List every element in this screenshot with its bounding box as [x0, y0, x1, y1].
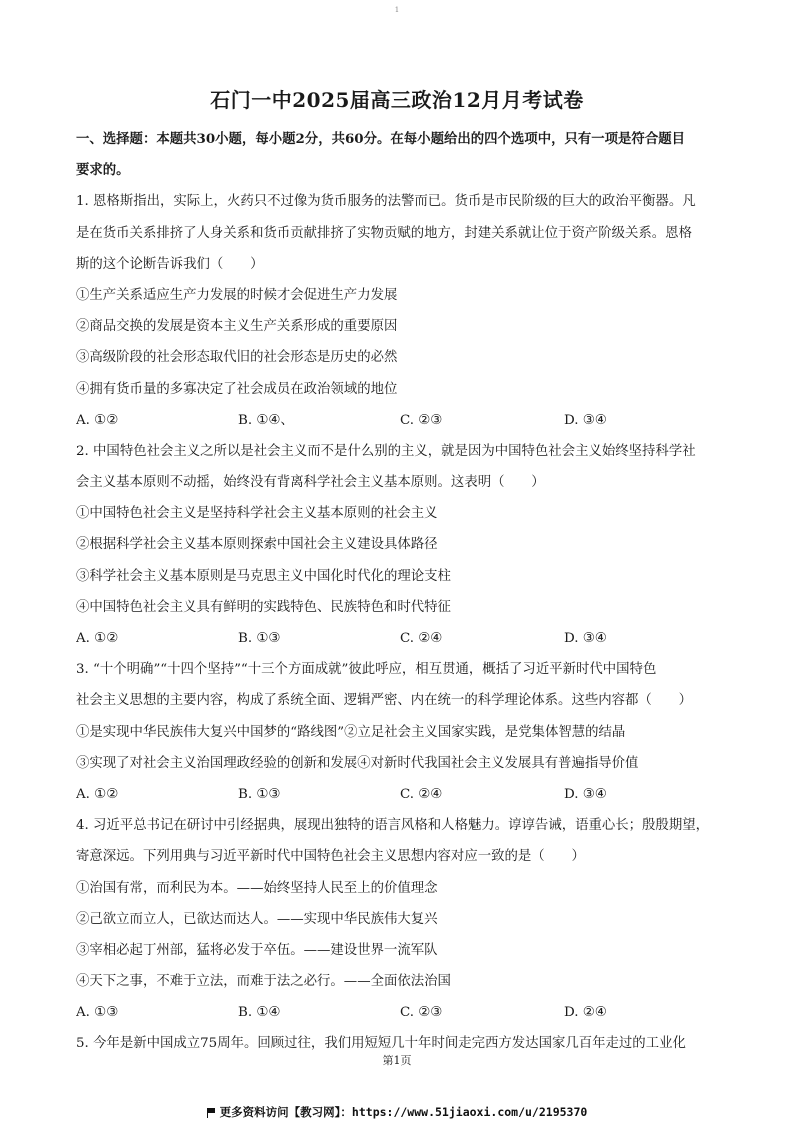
question-2 — [76, 436, 722, 654]
question-stem: 会主义基本原则不动摇，始终没有背离科学社会主义基本原则。这表明（ ） — [76, 475, 545, 491]
exam-content — [76, 124, 722, 1060]
option-d: D. ③④ — [564, 631, 607, 646]
answer-options — [76, 405, 722, 436]
answer-options — [76, 997, 722, 1028]
question-stem: 3. “十个明确”“十四个坚持”“十三个方面成就”彼此呼应，相互贯通，概括了习近平新时代中国特色 — [76, 662, 657, 678]
answer-options — [76, 779, 722, 810]
option-b: B. ①④ — [238, 1005, 281, 1021]
option-c: C. ②④ — [400, 786, 443, 802]
question-stem: 5. 今年是新中国成立75周年。回顾过往，我们用短短几十年时间走完西方发达国家几百年走过的工业化 — [76, 1036, 686, 1052]
question-stem: 斯的这个论断告诉我们（ ） — [76, 256, 264, 272]
footer-link[interactable] — [0, 1104, 794, 1120]
option-b: B. ①③ — [238, 786, 281, 802]
question-item: ③宰相必起丁州部，猛将必发于卒伍。——建设世界一流军队 — [76, 942, 438, 958]
option-c: C. ②③ — [400, 1005, 443, 1021]
question-stem: 社会主义思想的主要内容，构成了系统全面、逻辑严密、内在统一的科学理论体系。这些内容都（ ） — [76, 693, 692, 709]
question-item: ④中国特色社会主义具有鲜明的实践特色、民族特色和时代特征 — [76, 599, 451, 615]
question-1 — [76, 186, 722, 436]
question-stem: 4. 习近平总书记在研讨中引经据典，展现出独特的语言风格和人格魅力。谆谆告诫，语重心长；殷殷期望， — [76, 818, 709, 834]
option-d: D. ③④ — [564, 412, 607, 428]
option-a: A. ①③ — [76, 1005, 119, 1021]
question-4 — [76, 810, 722, 1028]
option-b: B. ①③ — [238, 631, 281, 646]
question-item: ②根据科学社会主义基本原则探索中国社会主义建设具体路径 — [76, 537, 438, 553]
option-d: D. ③④ — [564, 786, 607, 802]
answer-options — [76, 623, 722, 654]
question-stem: 寄意深远。下列用典与习近平新时代中国特色社会主义思想内容对应一致的是（ ） — [76, 849, 585, 865]
option-b: B. ①④、 — [238, 412, 294, 428]
question-item: ①治国有常，而利民为本。——始终坚持人民至上的价值理念 — [76, 880, 438, 896]
question-stem: 2. 中国特色社会主义之所以是社会主义而不是什么别的主义，就是因为中国特色社会主义始终坚持科学社 — [76, 443, 696, 459]
question-item: ④天下之事，不难于立法，而难于法之必行。——全面依法治国 — [76, 974, 451, 990]
header-mark: 1 — [394, 6, 400, 14]
page-title: 石门一中2025届高三政治12月月考试卷 — [210, 88, 584, 112]
option-a: A. ①② — [76, 631, 119, 646]
section-heading-cont: 要求的。 — [76, 162, 130, 179]
question-item: ②商品交换的发展是资本主义生产关系形成的重要原因 — [76, 319, 398, 335]
question-item: ④拥有货币量的多寡决定了社会成员在政治领域的地位 — [76, 381, 398, 397]
footer-text[interactable]: 更多资料访问【教习网】：https://www.51jiaoxi.com/u/2195370 — [219, 1105, 588, 1119]
option-c: C. ②④ — [400, 631, 443, 646]
question-item: ①是实现中华民族伟大复兴中国梦的“路线图”②立足社会主义国家实践，是党集体智慧的结晶 — [76, 724, 626, 740]
option-a: A. ①② — [76, 412, 119, 428]
option-c: C. ②③ — [400, 412, 443, 428]
question-item: ③高级阶段的社会形态取代旧的社会形态是历史的必然 — [76, 350, 398, 366]
question-item: ①中国特色社会主义是坚持科学社会主义基本原则的社会主义 — [76, 506, 438, 522]
option-a: A. ①② — [76, 786, 119, 802]
option-d: D. ②④ — [564, 1005, 607, 1021]
section-heading: 一、选择题：本题共30小题，每小题2分，共60分。在每小题给出的四个选项中，只有一项是符合题目 — [76, 131, 685, 147]
question-3 — [76, 654, 722, 810]
question-item: ①生产关系适应生产力发展的时候才会促进生产力发展 — [76, 287, 398, 303]
question-item: ③科学社会主义基本原则是马克思主义中国化时代化的理论支柱 — [76, 568, 451, 584]
question-item: ③实现了对社会主义治国理政经验的创新和发展④对新时代我国社会主义发展具有普遍指导价值 — [76, 755, 639, 771]
question-item: ②己欲立而立人，已欲达而达人。——实现中华民族伟大复兴 — [76, 911, 438, 927]
flag-icon — [207, 1108, 216, 1117]
question-stem: 1. 恩格斯指出，实际上，火药只不过像为货币服务的法警而已。货币是市民阶级的巨大的政治平衡器。凡 — [76, 194, 696, 210]
page-number: 第1页 — [382, 1054, 412, 1067]
question-stem: 是在货币关系排挤了人身关系和货币贡献排挤了实物贡赋的地方，封建关系就让位于资产阶级关系。恩格 — [76, 225, 692, 241]
